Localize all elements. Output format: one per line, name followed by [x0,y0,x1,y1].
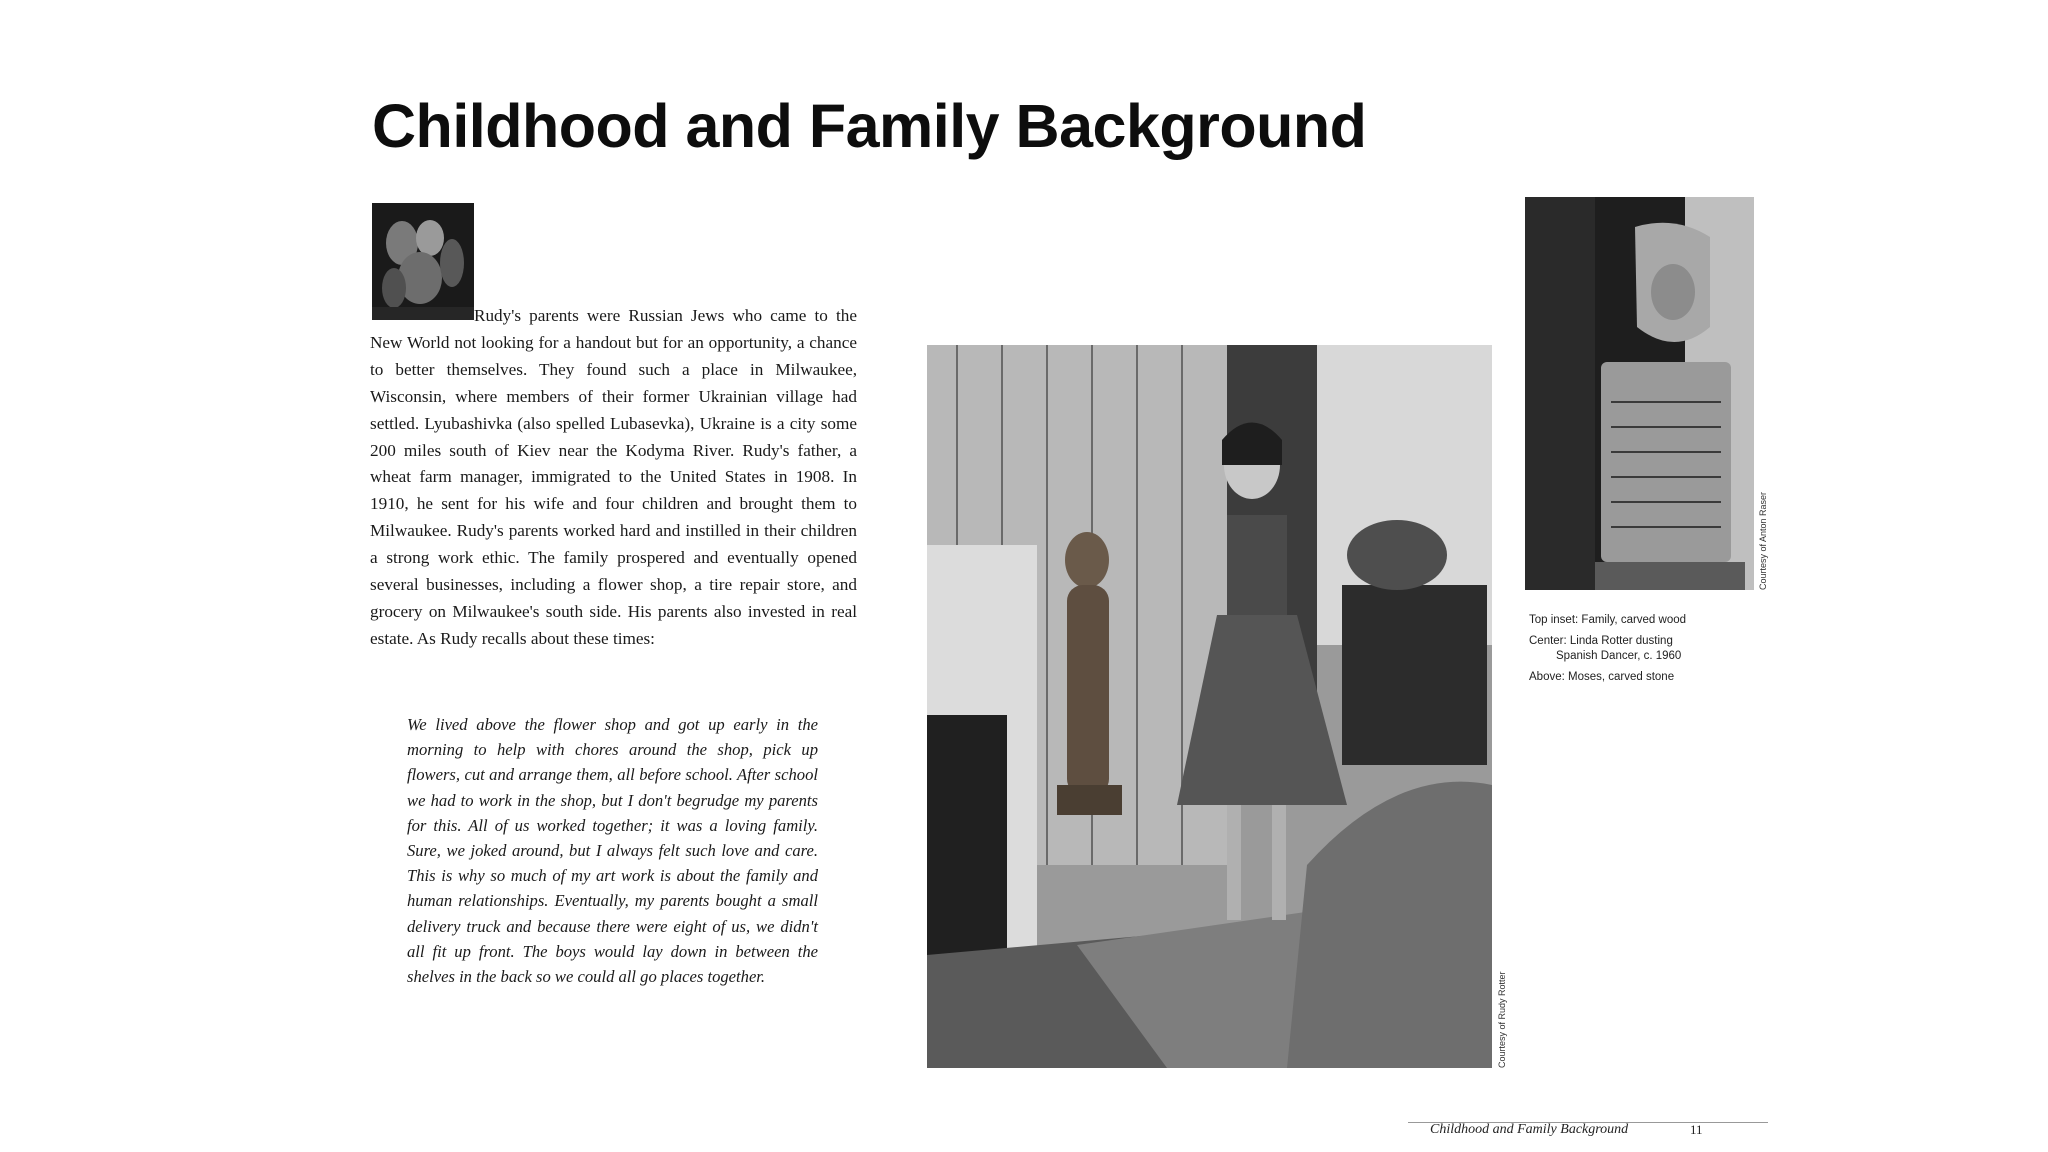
caption-center [1529,634,1764,664]
caption-center-line2: Spanish Dancer, c. 1960 [1556,650,1682,662]
page-number: 11 [1690,1122,1703,1137]
photo-credit-right: Courtesy of Anton Raser [1758,491,1768,590]
photo-credit-center: Courtesy of Rudy Rotter [1497,971,1507,1068]
caption-center-line1: Center: Linda Rotter dusting [1529,635,1673,647]
page-title: Childhood and Family Background [372,92,1367,160]
photo-captions [1529,613,1764,691]
block-quote: We lived above the flower shop and got up early in the morning to help with chores around the shop, pick up flowers, cut and arrange them, all before school. After school we had to work in the shop, but I don't begrudge my parents for this. All of us worked together; it was a loving family. Sure, we joked around, but I always felt such love and care. This is why so much of my art work is about the family and human relationships. Eventually, my parents bought a small delivery truck and because there were eight of us, we didn't all fit up front. The boys would lay down in between the shelves in the back so we could all go places together. [407,715,818,987]
moses-stone-photo [1525,197,1754,590]
caption-above: Above: Moses, carved stone [1529,671,1675,683]
body-paragraph: Rudy's parents were Russian Jews who came to the New World not looking for a handout but for an opportunity, a chance to better themselves. They found such a place in Milwaukee, Wisconsin, where members of their former Ukrainian village had settled. Lyubashivka (also spelled Lubasevka), Ukraine is a city some 200 miles south of Kiev near the Kodyma River. Rudy's father, a wheat farm manager, immigrated to the United States in 1908. In 1910, he sent for his wife and four children and brought them to Milwaukee. Rudy's parents worked hard and instilled in their children a strong work ethic. The family prospered and eventually opened several businesses, including a flower shop, a tire repair store, and grocery on Milwaukee's south side. His parents also invested in real estate. As Rudy recalls about these times: [370,306,857,648]
caption-top-inset: Top inset: Family, carved wood [1529,614,1687,626]
linda-rotter-photo [927,345,1492,1068]
running-head: Childhood and Family Background [1430,1122,1629,1137]
